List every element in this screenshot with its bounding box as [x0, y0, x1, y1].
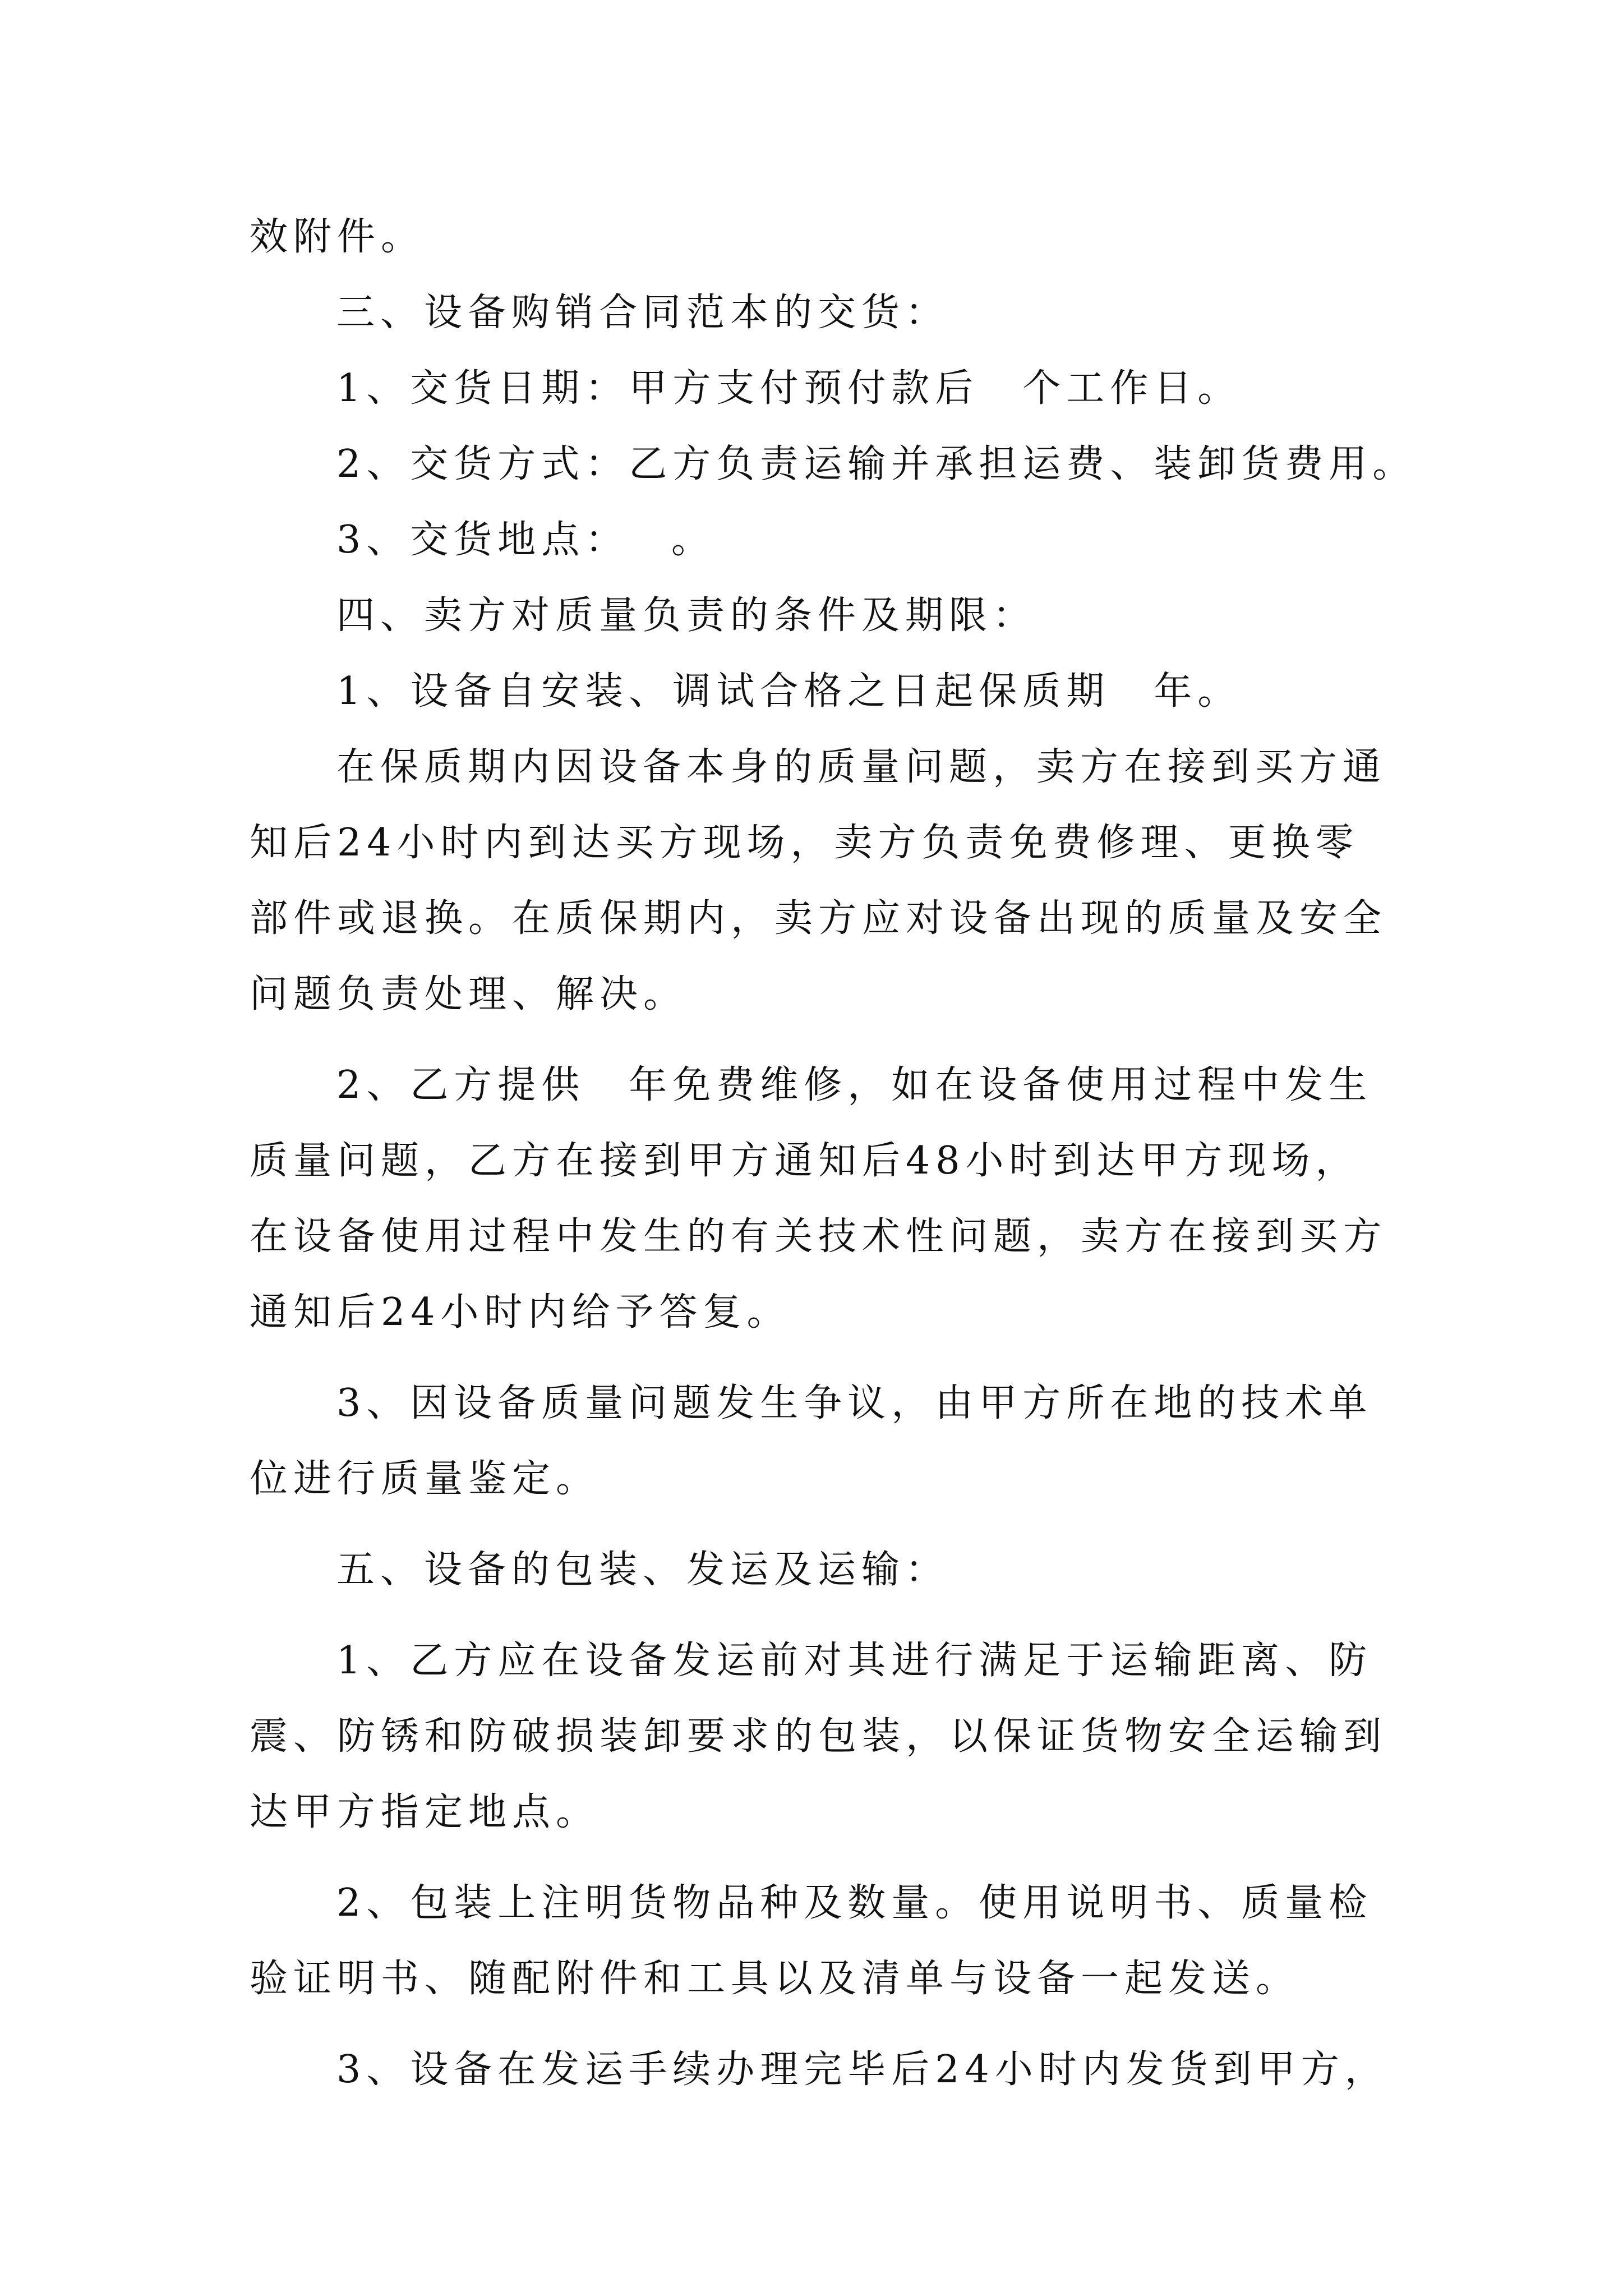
- paragraph-gap: [250, 2017, 1405, 2032]
- text-line: 1、交货日期：甲方支付预付款后 个工作日。: [336, 366, 1242, 411]
- paragraph-gap: [250, 1517, 1405, 1532]
- paragraph-gap: [250, 1850, 1405, 1865]
- section-heading: 三、设备购销合同范本的交货：: [336, 291, 949, 335]
- text-line: 部件或退换。在质保期内，卖方应对设备出现的质量及安全: [250, 896, 1387, 941]
- paragraph-gap: [250, 1608, 1405, 1623]
- text-line: 问题负责处理、解决。: [250, 972, 688, 1016]
- text-line: 3、因设备质量问题发生争议，由甲方所在地的技术单: [336, 1381, 1373, 1425]
- text-line: 震、防锈和防破损装卸要求的包装，以保证货物安全运输到: [250, 1714, 1387, 1759]
- text-line: 质量问题，乙方在接到甲方通知后48小时到达甲方现场，: [250, 1139, 1359, 1183]
- text-line: 验证明书、随配附件和工具以及清单与设备一起发送。: [250, 1957, 1300, 2001]
- text-line: 3、交货地点： 。: [336, 518, 715, 562]
- document-body: [250, 199, 1417, 2108]
- paragraph-gap: [250, 1032, 1405, 1047]
- text-line: 位进行质量鉴定。: [250, 1457, 600, 1501]
- section-heading: 五、设备的包装、发运及运输：: [336, 1548, 949, 1592]
- text-line: 1、乙方应在设备发运前对其进行满足于运输距离、防: [336, 1639, 1373, 1683]
- text-line: 3、设备在发运手续办理完毕后24小时内发货到甲方，: [336, 2047, 1389, 2092]
- text-line: 在保质期内因设备本身的质量问题，卖方在接到买方通: [336, 745, 1387, 789]
- text-line: 1、设备自安装、调试合格之日起保质期 年。: [336, 669, 1242, 714]
- text-line: 达甲方指定地点。: [250, 1790, 600, 1834]
- paragraph-gap: [250, 1350, 1405, 1365]
- text-line: 通知后24小时内给予答复。: [250, 1290, 791, 1335]
- text-line: 2、包装上注明货物品种及数量。使用说明书、质量检: [336, 1881, 1373, 1925]
- section-heading: 四、卖方对质量负责的条件及期限：: [336, 593, 1037, 638]
- text-line: 2、交货方式：乙方负责运输并承担运费、装卸货费用。: [336, 442, 1417, 486]
- text-line: 在设备使用过程中发生的有关技术性问题，卖方在接到买方: [250, 1214, 1387, 1259]
- text-line: 2、乙方提供 年免费维修，如在设备使用过程中发生: [336, 1063, 1373, 1107]
- text-line: 效附件。: [250, 215, 425, 259]
- text-line: 知后24小时内到达买方现场，卖方负责免费修理、更换零: [250, 821, 1359, 865]
